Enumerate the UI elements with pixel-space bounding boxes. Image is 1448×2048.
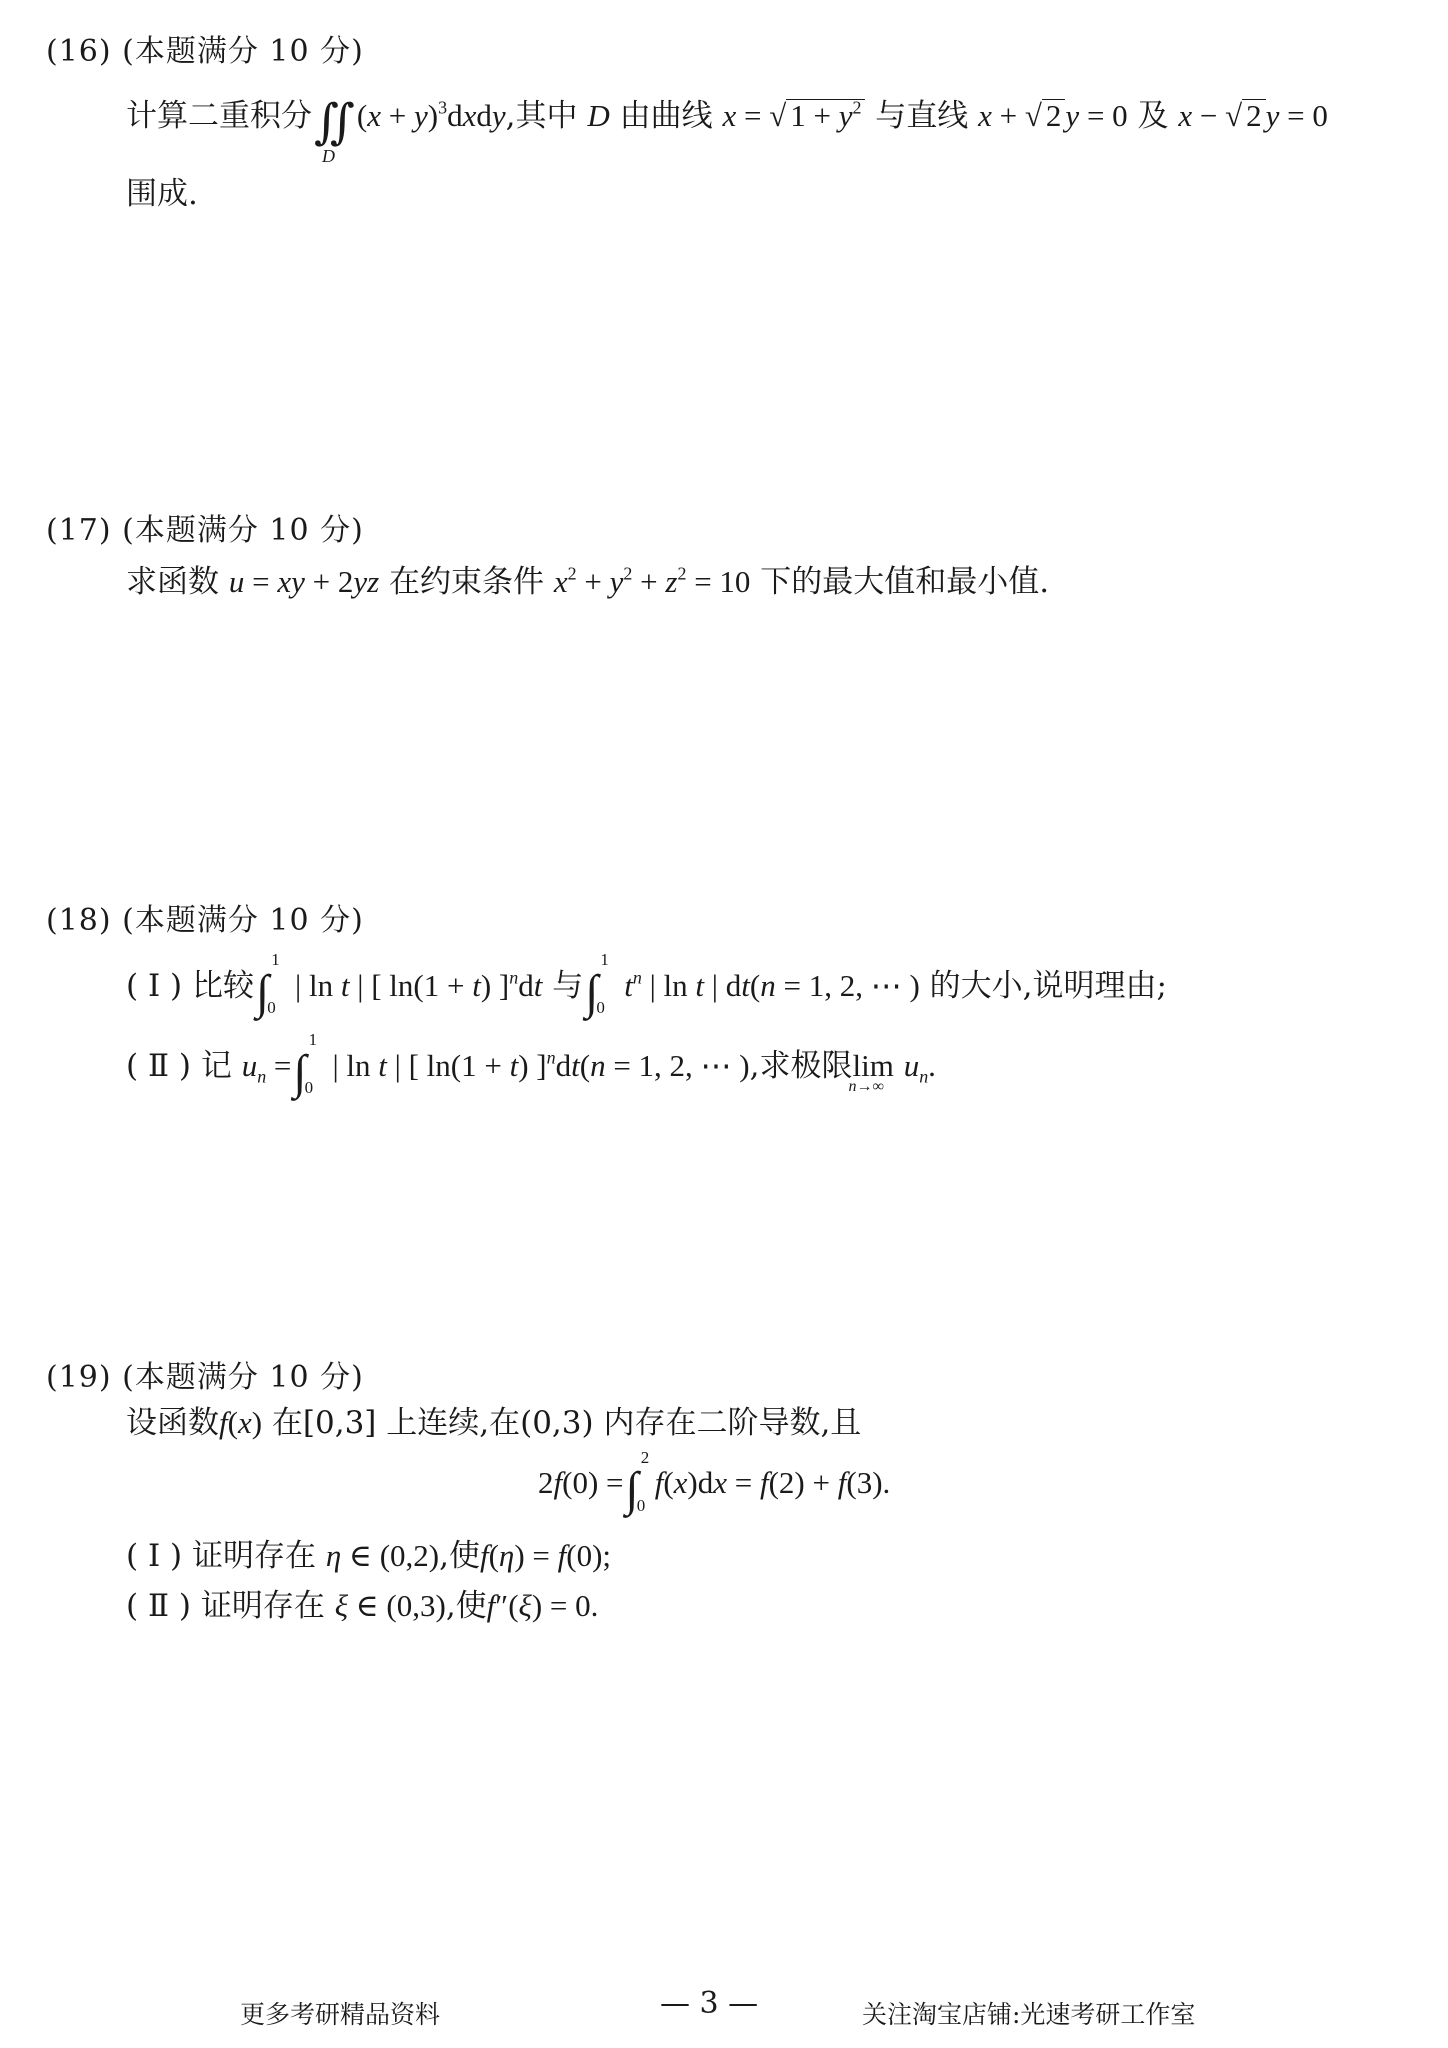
page-number: — 3 — [660,1986,759,2021]
problem-header [46,1352,364,1396]
statement-text: 设函数 [126,1405,219,1441]
statement-text: 与 [552,968,584,1004]
integral-sign: ∫ [293,1046,307,1099]
problem-statement: 计算二重积分∬ D $(x + y)^3dxdy$,其中 D 由曲线 x = √ $1 + y^2$ 与直线 x + √ 2 y = 0 及 x − √ 2 y = 0 [126,96,1328,166]
statement-text: 的大小,说明理由; [929,968,1167,1004]
part-label: ( Ⅰ ) [126,968,183,1004]
statement-text: 在约束条件 [389,564,545,600]
problem-header [46,895,364,939]
footer-right: 关注淘宝店铺:光速考研工作室 [862,2000,1196,2029]
statement-text: 证明存在 [200,1588,325,1624]
part-2: ( Ⅱ ) 记 $u_n$ =∫ 1 0 | ln t | [ ln(1 + t) ]$^n$dt(n = 1, 2, ⋯ ),求极限lim n→∞ $u_n$. [126,1030,936,1099]
integral-sign: ∫ [585,966,599,1019]
problem-number: (16) [46,34,112,69]
statement-text: 及 [1137,98,1169,134]
problem-statement: 设函数f(x) 在[0,3] 上连续,在(0,3) 内存在二阶导数,且 [126,1405,862,1441]
statement-text: 由曲线 [619,98,713,134]
problem-header [46,26,364,70]
statement-text: ,其中 [505,98,578,134]
statement-text: 求函数 [126,564,219,600]
part-label: ( Ⅰ ) [126,1538,183,1574]
part-1: ( Ⅰ ) 证明存在 η ∈ (0,2),使f(η) = f(0); [126,1538,612,1574]
integral-sign: ∫ [256,966,270,1019]
statement-text: ,使 [445,1588,487,1624]
problem-number: (19) [46,1360,112,1395]
part-2: ( Ⅱ ) 证明存在 ξ ∈ (0,3),使f″(ξ) = 0. [126,1588,599,1624]
problem-statement: 求函数 u = xy + 2yz 在约束条件 $x^2 + y^2 + z^2 = 10$ 下的最大值和最小值. [126,563,1050,600]
limit-operator: lim n→∞ [848,1048,894,1095]
problem-header [46,505,364,549]
statement-text: ,求极限 [749,1048,853,1084]
problem-score: (本题满分 10 分) [122,1360,364,1395]
statement-text: 下的最大值和最小值. [760,564,1050,600]
problem-number: (17) [46,513,112,548]
statement-continuation: 围成. [126,176,198,212]
condition-equation: 2f(0) =∫ 2 0 f(x)dx = f(2) + f(3). [538,1448,891,1516]
statement-text: 与直线 [875,98,969,134]
statement-text: ,使 [439,1538,480,1574]
statement-text: 记 [200,1048,232,1084]
part-1: ( Ⅰ ) 比较∫ 1 0 | ln t | [ ln(1 + t) ]$^n$dt 与∫ 1 0 $t^n$ | ln t | dt(n = 1, 2, ⋯ ) 的大小,说明理由; [126,950,1167,1019]
problem-score: (本题满分 10 分) [122,513,364,548]
statement-text: 证明存在 [192,1538,317,1574]
statement-text: 比较 [192,968,255,1004]
part-label: ( Ⅱ ) [126,1588,191,1624]
problem-score: (本题满分 10 分) [122,34,364,69]
problem-score: (本题满分 10 分) [122,903,364,938]
part-label: ( Ⅱ ) [126,1048,191,1084]
footer-left: 更多考研精品资料 [240,2000,441,2029]
statement-text: 计算二重积分 [126,98,312,134]
statement-text: 在[0,3] 上连续,在(0,3) 内存在二阶导数,且 [271,1405,862,1441]
problem-number: (18) [46,903,112,938]
double-integral-sign: ∬ D [314,96,355,166]
